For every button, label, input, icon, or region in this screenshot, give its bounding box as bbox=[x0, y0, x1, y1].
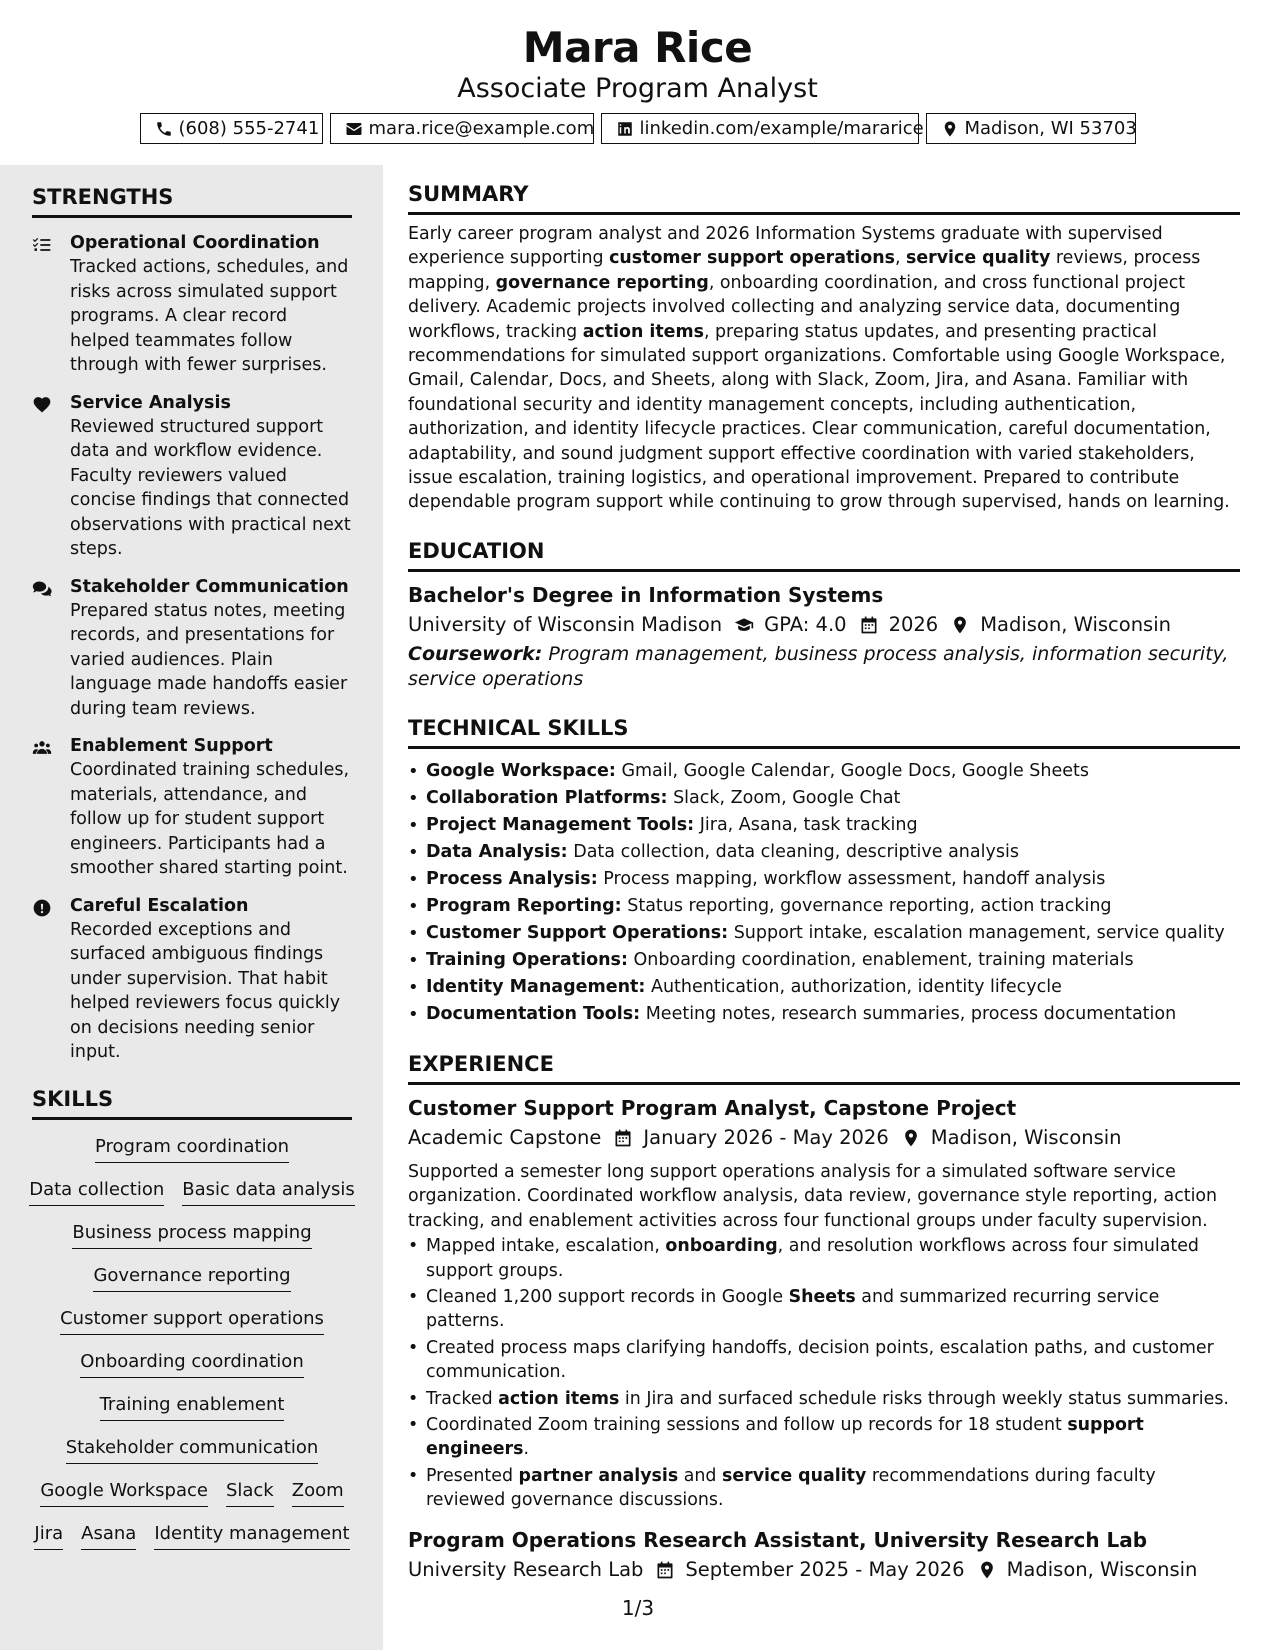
skill-tag: Basic data analysis bbox=[182, 1179, 355, 1206]
summary-text: Early career program analyst and 2026 Information Systems graduate with supervised experience supporting customer support operations, service quality reviews, process mapping, governance reporting, onboarding coordination, and cross functional project delivery. Academic projects involved collecting and analyzing service data, documenting workflows, tracking action items, preparing status updates, and presenting practical recommendations for simulated support organizations. Comfortable using Google Workspace, Gmail, Calendar, Docs, and Sheets, along with Slack, Zoom, Jira, and Asana. Familiar with foundational security and identity management concepts, including authentication, authorization, and identity lifecycle practices. Clear communication, careful documentation, adaptability, and sound judgment support effective coordination with varied stakeholders, issue escalation, training logistics, and operational improvement. Prepared to contribute dependable program support while continuing to grow through supervised, hands on learning. bbox=[408, 224, 1230, 513]
strengths-heading: STRENGTHS bbox=[32, 183, 352, 218]
job-title: Customer Support Program Analyst, Capstone Project bbox=[408, 1095, 1017, 1120]
skill-tag: Identity management bbox=[154, 1523, 349, 1550]
skill-item: • Google Workspace: Gmail, Google Calendar, Google Docs, Google Sheets bbox=[408, 758, 1240, 785]
strength-title: Service Analysis bbox=[70, 392, 231, 413]
education-meta bbox=[408, 611, 1240, 639]
strength-item bbox=[32, 232, 352, 378]
technical-skills-section bbox=[408, 714, 1240, 1028]
job-org: University Research Lab bbox=[408, 1557, 644, 1581]
job-meta bbox=[408, 1124, 1240, 1152]
skill-item: • Project Management Tools: Jira, Asana, task tracking bbox=[408, 812, 1240, 839]
skill-item: • Documentation Tools: Meeting notes, research summaries, process documentation bbox=[408, 1001, 1240, 1028]
strength-text: Recorded exceptions and surfaced ambiguous findings under supervision. That habit helped reviewers focus quickly on decisions needing senior input. bbox=[70, 919, 341, 1062]
graduation-year: 2026 bbox=[888, 612, 939, 636]
job-bullet: • Presented partner analysis and service quality recommendations during faculty reviewed governance discussions. bbox=[408, 1464, 1240, 1513]
contact-email[interactable] bbox=[330, 113, 594, 144]
experience-section bbox=[408, 1050, 1240, 1584]
job-org: Academic Capstone bbox=[408, 1125, 602, 1149]
skill-item: • Data Analysis: Data collection, data cleaning, descriptive analysis bbox=[408, 839, 1240, 866]
skill-tag: Zoom bbox=[292, 1480, 344, 1507]
job-location: Madison, Wisconsin bbox=[930, 1125, 1122, 1149]
job-bullet: • Created process maps clarifying handoffs, decision points, escalation paths, and customer communication. bbox=[408, 1336, 1240, 1385]
checklist-icon bbox=[32, 235, 52, 255]
job-bullet: • Coordinated Zoom training sessions and follow up records for 18 student support engineers. bbox=[408, 1413, 1240, 1462]
skill-item: • Program Reporting: Status reporting, governance reporting, action tracking bbox=[408, 893, 1240, 920]
calendar-icon bbox=[655, 1560, 675, 1580]
map-marker-icon bbox=[941, 120, 959, 138]
contact-linkedin-text: linkedin.com/example/mararice bbox=[639, 118, 924, 139]
map-marker-icon bbox=[950, 615, 970, 635]
job-location: Madison, Wisconsin bbox=[1006, 1557, 1198, 1581]
strength-title: Operational Coordination bbox=[70, 233, 320, 253]
strength-title: Enablement Support bbox=[70, 736, 273, 756]
job-bullet: • Cleaned 1,200 support records in Google Sheets and summarized recurring service patterns. bbox=[408, 1285, 1240, 1334]
skill-item: • Customer Support Operations: Support intake, escalation management, service quality bbox=[408, 920, 1240, 947]
strength-item bbox=[32, 895, 352, 1065]
job-dates: September 2025 - May 2026 bbox=[685, 1557, 965, 1581]
map-marker-icon bbox=[901, 1128, 921, 1148]
job-bullet: • Mapped intake, escalation, onboarding, and resolution workflows across four simulated support groups. bbox=[408, 1234, 1240, 1283]
comments-icon bbox=[32, 579, 52, 599]
contact-location-text: Madison, WI 53703 bbox=[964, 118, 1137, 139]
contact-linkedin[interactable] bbox=[601, 113, 924, 144]
skill-item: • Identity Management: Authentication, authorization, identity lifecycle bbox=[408, 974, 1240, 1001]
summary-section bbox=[408, 180, 1240, 515]
strength-text: Reviewed structured support data and workflow evidence. Faculty reviewers valued concise findings that connected observations with practical next steps. bbox=[70, 416, 351, 559]
sidebar bbox=[0, 165, 383, 1650]
strength-item bbox=[32, 576, 352, 722]
skill-item: • Process Analysis: Process mapping, workflow assessment, handoff analysis bbox=[408, 866, 1240, 893]
skill-tag: Slack bbox=[226, 1480, 274, 1507]
phone-icon bbox=[155, 120, 173, 138]
heart-icon bbox=[32, 395, 52, 415]
skills-list bbox=[29, 1135, 355, 1550]
experience-entry bbox=[408, 1095, 1240, 1513]
calendar-icon bbox=[613, 1128, 633, 1148]
education-location: Madison, Wisconsin bbox=[980, 612, 1171, 636]
job-bullet: • Tracked action items in Jira and surfaced schedule risks through weekly status summaries. bbox=[408, 1387, 1240, 1411]
skill-tag: Onboarding coordination bbox=[80, 1351, 303, 1378]
coursework: Coursework: Program management, business process analysis, information security, service operations bbox=[408, 642, 1229, 690]
exclamation-circle-icon bbox=[32, 898, 52, 918]
contact-bar bbox=[0, 113, 1275, 144]
skill-tag: Data collection bbox=[29, 1179, 164, 1206]
strength-title: Stakeholder Communication bbox=[70, 576, 349, 597]
gpa: GPA: 4.0 bbox=[764, 612, 847, 636]
candidate-name: Mara Rice bbox=[522, 23, 753, 72]
users-icon bbox=[32, 738, 52, 758]
main-column bbox=[408, 180, 1240, 1584]
envelope-icon bbox=[345, 120, 363, 138]
skill-tag: Customer support operations bbox=[60, 1308, 324, 1335]
job-meta bbox=[408, 1556, 1240, 1584]
strength-text: Tracked actions, schedules, and risks across simulated support programs. A clear record helped teammates follow through with fewer surprises. bbox=[70, 257, 349, 375]
graduation-cap-icon bbox=[734, 615, 754, 635]
linkedin-icon bbox=[616, 120, 634, 138]
job-description: Supported a semester long support operations analysis for a simulated software service organization. Coordinated workflow analysis, data review, governance style reporting, action tracking, and enablement activities across four functional groups under faculty supervision. bbox=[408, 1161, 1218, 1231]
skill-item: • Training Operations: Onboarding coordination, enablement, training materials bbox=[408, 947, 1240, 974]
strength-title: Careful Escalation bbox=[70, 895, 249, 916]
skill-tag: Governance reporting bbox=[93, 1265, 290, 1292]
skill-item: • Collaboration Platforms: Slack, Zoom, Google Chat bbox=[408, 785, 1240, 812]
strength-item bbox=[32, 735, 352, 881]
job-title: Program Operations Research Assistant, University Research Lab bbox=[408, 1527, 1148, 1552]
education-heading: EDUCATION bbox=[408, 537, 1240, 572]
candidate-role: Associate Program Analyst bbox=[457, 73, 818, 104]
contact-location bbox=[926, 113, 1136, 144]
strength-text: Coordinated training schedules, materials, attendance, and follow up for student support engineers. Participants had a smoother shared starting point. bbox=[70, 760, 350, 878]
summary-heading: SUMMARY bbox=[408, 180, 1240, 215]
calendar-icon bbox=[859, 615, 879, 635]
school-name: University of Wisconsin Madison bbox=[408, 612, 723, 636]
experience-entry bbox=[408, 1527, 1240, 1584]
skill-tag: Stakeholder communication bbox=[66, 1437, 319, 1464]
skill-tag: Training enablement bbox=[100, 1394, 285, 1421]
technical-skills-heading: TECHNICAL SKILLS bbox=[408, 714, 1240, 749]
skill-tag: Asana bbox=[81, 1523, 136, 1550]
contact-phone-text: (608) 555-2741 bbox=[178, 118, 320, 139]
contact-phone[interactable] bbox=[140, 113, 323, 144]
skill-tag: Google Workspace bbox=[40, 1480, 208, 1507]
experience-heading: EXPERIENCE bbox=[408, 1050, 1240, 1085]
strength-text: Prepared status notes, meeting records, and presentations for varied audiences. Plain language made handoffs easier during team reviews. bbox=[70, 600, 348, 719]
education-section bbox=[408, 537, 1240, 692]
page-number: 1/3 bbox=[621, 1596, 655, 1620]
skill-tag: Jira bbox=[34, 1523, 63, 1550]
skill-tag: Business process mapping bbox=[72, 1222, 311, 1249]
map-marker-icon bbox=[977, 1560, 997, 1580]
skill-tag: Program coordination bbox=[95, 1136, 289, 1163]
strength-item bbox=[32, 392, 352, 562]
skills-heading: SKILLS bbox=[32, 1085, 352, 1120]
contact-email-text: mara.rice@example.com bbox=[368, 118, 595, 139]
degree-title: Bachelor's Degree in Information Systems bbox=[408, 582, 884, 607]
job-dates: January 2026 - May 2026 bbox=[643, 1125, 889, 1149]
